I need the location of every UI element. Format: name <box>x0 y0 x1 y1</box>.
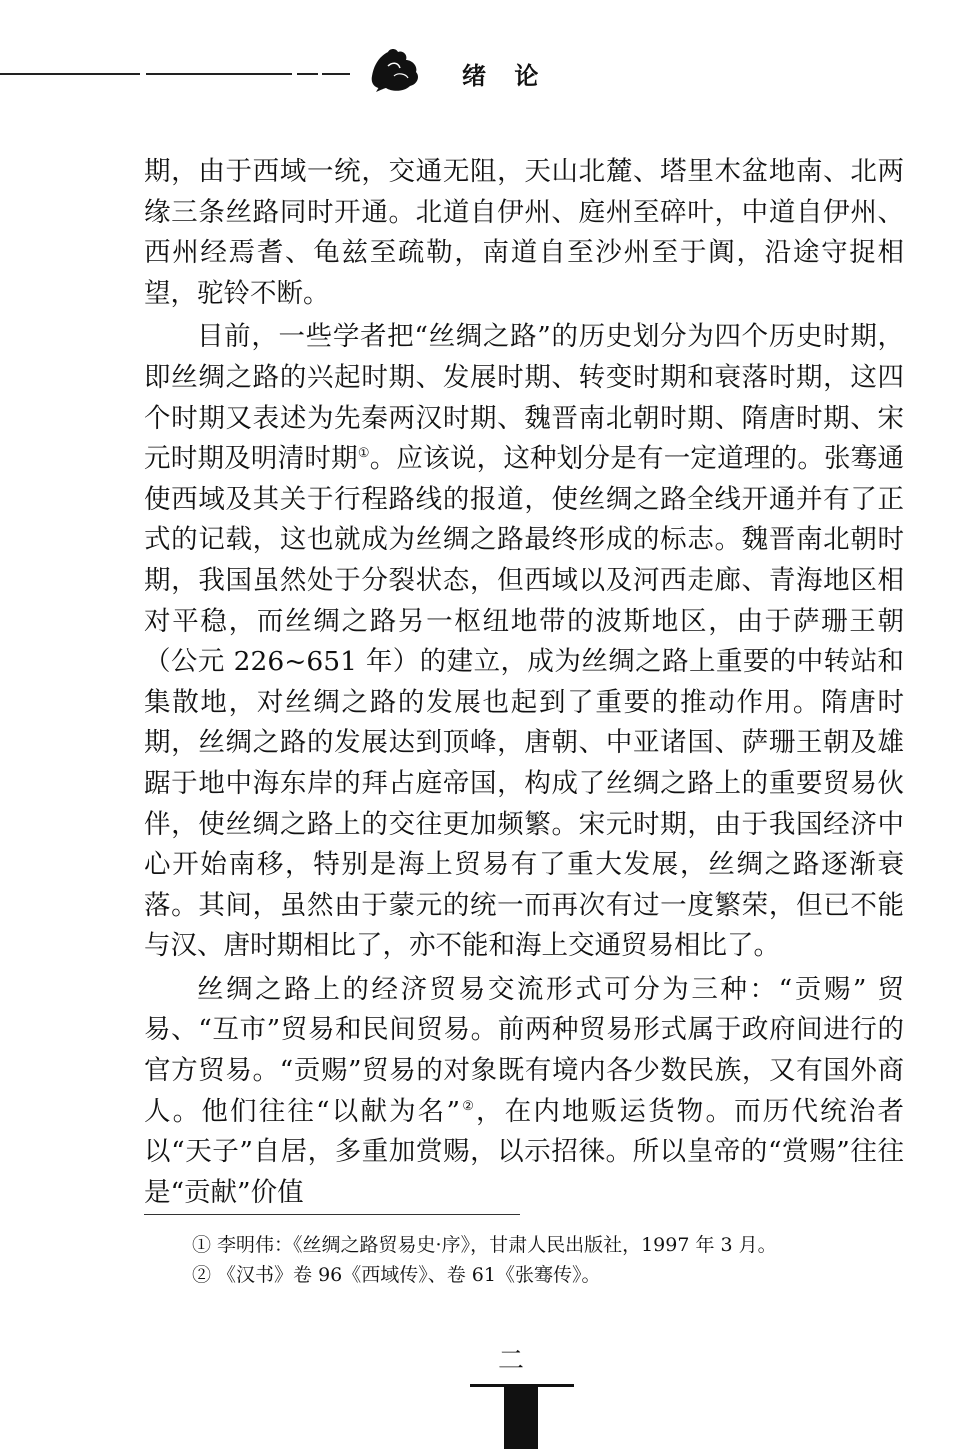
footnote-ref: ② <box>460 1098 477 1114</box>
footnote-ref: ① <box>357 446 370 462</box>
header-rule-gap <box>292 72 297 75</box>
paragraph <box>144 317 904 967</box>
paragraph-text: 目前，一些学者把“丝绸之路”的历史划分为四个历史时期，即丝绸之路的兴起时期、发展时期、转变时期和衰落时期，这四个时期又表述为先秦两汉时期、魏晋南北朝时期、隋唐时期、宋元时期及明清时期 <box>144 321 904 475</box>
chapter-title: 绪 论 <box>462 62 549 90</box>
page-number-stem <box>504 1387 538 1449</box>
header-rule-gap <box>318 72 322 75</box>
chapter-ornament-icon <box>368 46 422 94</box>
footnote-rule <box>144 1214 520 1215</box>
footnote: ① 李明伟：《丝绸之路贸易史·序》，甘肃人民出版社，1997 年 3 月。 <box>192 1234 777 1256</box>
paragraph-text: 丝绸之路上的经济贸易交流形式可分为三种：“贡赐” 贸易、“互市”贸易和民间贸易。前两种贸易形式属于政府间进行的官方贸易。“贡赐”贸易的对象既有境内各少数民族，又有国外商人。他们往往“以献为名” <box>144 973 904 1127</box>
header-rule <box>0 73 350 75</box>
paragraph <box>144 970 904 1214</box>
footnote: ② 《汉书》卷 96《西域传》、卷 61《张骞传》。 <box>192 1264 601 1286</box>
paragraph: 期，由于西域一统，交通无阻，天山北麓、塔里木盆地南、北两缘三条丝路同时开通。北道自伊州、庭州至碎叶，中道自伊州、西州经焉耆、龟兹至疏勒，南道自至沙州至于阗，沿途守捉相望，驼铃不断。 <box>144 156 904 309</box>
body-text <box>144 152 904 1213</box>
page-number: 二 <box>498 1346 525 1376</box>
footnotes <box>192 1230 892 1290</box>
paragraph-text: 。应该说，这种划分是有一定道理的。张骞通使西域及其关于行程路线的报道，使丝绸之路全线开通并有了正式的记载，这也就成为丝绸之路最终形成的标志。魏晋南北朝时期，我国虽然处于分裂状态，但西域以及河西走廊、青海地区相对平稳，而丝绸之路另一枢纽地带的波斯地区，由于萨珊王朝（公元 226~651 年）的建立，成为丝绸之路上重要的中转站和集散地，对丝绸之路的发展也起到了重要的推动作用。隋唐时期，丝绸之路的发展达到顶峰，唐朝、中亚诸国、萨珊王朝及雄踞于地中海东岸的拜占庭帝国，构成了丝绸之路上的重要贸易伙伴，使丝绸之路上的交往更加频繁。宋元时期，由于我国经济中心开始南移，特别是海上贸易有了重大发展，丝绸之路逐渐衰落。其间，虽然由于蒙元的统一而再次有过一度繁荣，但已不能与汉、唐时期相比了，亦不能和海上交通贸易相比了。 <box>144 443 905 962</box>
paragraph-text: ，在内地贩运货物。而历代统治者以“天子”自居，多重加赏赐，以示招徕。所以皇帝的“赏赐”往往是“贡献”价值 <box>144 1095 905 1208</box>
header-rule-gap <box>140 72 146 75</box>
